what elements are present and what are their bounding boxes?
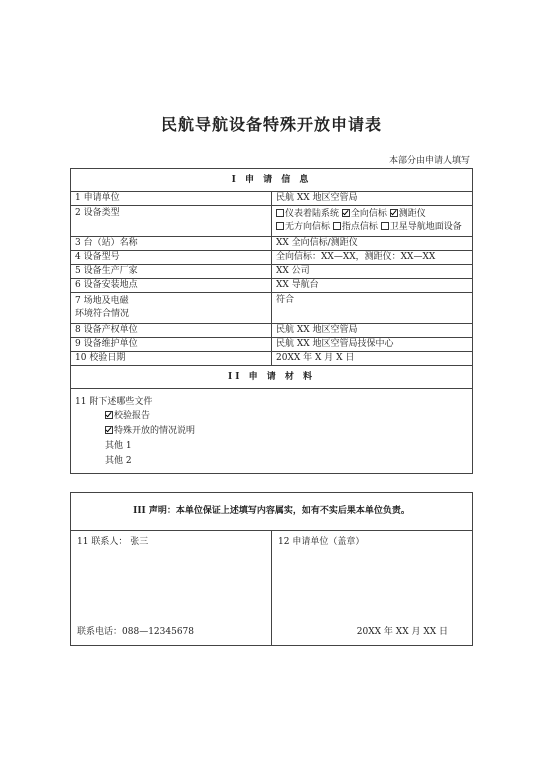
label-equipment-type: 2 设备类型 [71, 206, 272, 237]
contact-label: 11 联系人： [77, 537, 128, 547]
applicant-seal-label: 12 申请单位（盖章） [278, 537, 365, 547]
form-title: 民航导航设备特殊开放申请表 [160, 115, 382, 134]
label-site-em-line-2: 环境符合情况 [75, 309, 130, 319]
option-dme-label: 测距仪 [398, 209, 426, 219]
section2-heading: II 申 请 材 料 [71, 366, 473, 389]
applicant-seal-column [272, 530, 472, 645]
value-owner-unit: 民航 XX 地区空管局 [272, 324, 473, 338]
value-site-em-environment: 符合 [272, 293, 473, 324]
row-calibration-date [71, 352, 473, 366]
value-maintenance-unit: 民航 XX 地区空管局技保中心 [272, 338, 473, 352]
attachments-cell [71, 389, 473, 474]
value-manufacturer: XX 公司 [272, 265, 473, 279]
contact-column [71, 530, 272, 645]
checkbox-ndb[interactable] [276, 222, 284, 230]
phone-label: 联系电话： [77, 627, 123, 637]
row-applicant-unit [71, 192, 473, 206]
row-owner-unit [71, 324, 473, 338]
attachment-other-1: 其他 1 [105, 440, 132, 451]
value-calibration-date: 20XX 年 X 月 X 日 [272, 352, 473, 366]
row-manufacturer [71, 265, 473, 279]
attachment-calibration-report: 校验报告 [114, 410, 151, 421]
phone-line [77, 624, 194, 637]
row-maintenance-unit [71, 338, 473, 352]
contact-name: 张三 [130, 537, 149, 547]
attachments-heading: 11 附下述哪些文件 [75, 396, 153, 407]
label-equipment-model: 4 设备型号 [71, 251, 272, 265]
row-equipment-type [71, 206, 473, 237]
option-vor-label: 全向信标 [350, 209, 387, 219]
value-applicant-unit: 民航 XX 地区空管局 [272, 192, 473, 206]
option-marker-label: 指点信标 [341, 222, 378, 232]
label-owner-unit: 8 设备产权单位 [71, 324, 272, 338]
row-station-name [71, 237, 473, 251]
label-site-em-line-1: 7 场地及电磁 [75, 296, 129, 306]
attachment-other-2: 其他 2 [105, 455, 132, 466]
attachment-item [75, 424, 468, 439]
checkbox-dme[interactable] [390, 209, 398, 217]
label-site-em-environment [71, 293, 272, 324]
declaration-box [70, 492, 473, 646]
option-ndb-label: 无方向信标 [285, 222, 331, 232]
application-info-table [70, 168, 473, 474]
equipment-type-options [272, 206, 473, 237]
option-gnss-label: 卫星导航地面设备 [389, 222, 462, 232]
label-calibration-date: 10 校验日期 [71, 352, 272, 366]
equipment-type-line-1 [276, 208, 468, 221]
label-maintenance-unit: 9 设备维护单位 [71, 338, 272, 352]
row-equipment-model [71, 251, 473, 265]
row-site-em-environment [71, 293, 473, 324]
phone-number: 088—12345678 [122, 627, 195, 637]
checkbox-marker[interactable] [333, 222, 341, 230]
section1-heading: Ⅰ 申 请 信 息 [71, 169, 473, 192]
checkbox-ils[interactable] [276, 209, 284, 217]
declaration-text: III 声明：本单位保证上述填写内容属实，如有不实后果本单位负责。 [71, 493, 472, 531]
value-equipment-model: 全向信标：XX—XX，测距仪：XX—XX [272, 251, 473, 265]
value-install-location: XX 导航台 [272, 279, 473, 293]
attachment-item [75, 409, 468, 424]
option-ils-label: 仪表着陆系统 [285, 209, 340, 219]
equipment-type-line-2 [276, 221, 468, 234]
attachment-special-opening-note: 特殊开放的情况说明 [114, 425, 196, 436]
label-install-location: 6 设备安装地点 [71, 279, 272, 293]
signature-date: 20XX 年 XX 月 XX 日 [356, 627, 448, 637]
fill-note: 本部分由申请人填写 [388, 156, 470, 166]
value-station-name: XX 全向信标/测距仪 [272, 237, 473, 251]
row-install-location [71, 279, 473, 293]
checkbox-vor[interactable] [342, 209, 350, 217]
label-manufacturer: 5 设备生产厂家 [71, 265, 272, 279]
label-applicant-unit: 1 申请单位 [71, 192, 272, 206]
checkbox-special-opening-note[interactable] [105, 426, 113, 434]
checkbox-calibration-report[interactable] [105, 411, 113, 419]
label-station-name: 3 台（站）名称 [71, 237, 272, 251]
contact-line [77, 534, 148, 547]
checkbox-gnss[interactable] [381, 222, 389, 230]
